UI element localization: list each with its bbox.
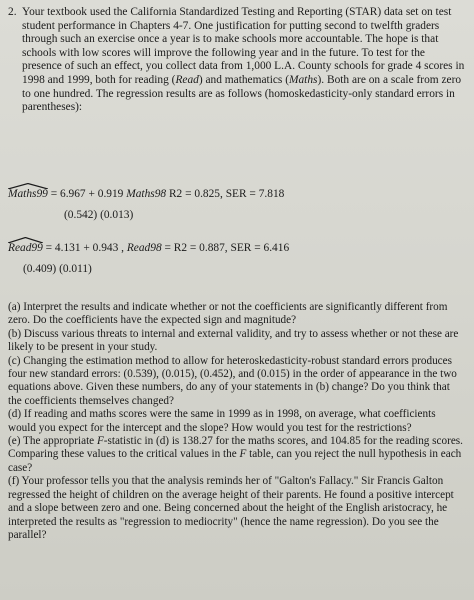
problem-text: Your textbook used the California Standardized Testing and Reporting (STAR) data set on test student performance in Chapters 4-7. One justification for putting second to twelfth graders through such an exercise once a year is to make schools more accountable. The hope is that schools with low scores will improve the following year and in the future. To test for the presence of such an effect, you collect data from 1,000 L.A. County schools for grade 4 scores in 1998 and 1999, both for reading (Read) and mathematics (Maths). Both are on a scale from zero to one hundred. The regression results are as follows (homoskedasticity-only standard errors in parentheses): (22, 6, 465, 114)
hat-icon (8, 237, 43, 243)
question-c: (c) Changing the estimation method to allow for heteroskedasticity-robust standard errors produces four new standard errors: (0.539), (0.015), (0.452), and (0.015) in the order of appearance in the two equations above. Given these numbers, do any of your statements in (b) change? Do you think that the coefficients themselves changed? (8, 354, 457, 407)
read-standard-errors: (0.409) (0.011) (23, 263, 92, 275)
maths-regression-equation: Maths99 = 6.967 + 0.919 Maths98 R2 = 0.825, SER = 7.818 (8, 188, 284, 200)
read-regression-equation: Read99 = 4.131 + 0.943 , Read98 = R2 = 0.887, SER = 6.416 (8, 242, 289, 254)
question-b: (b) Discuss various threats to internal and external validity, and try to assess whether or not these are likely to be present in your study. (8, 327, 459, 354)
problem-number: 2. (8, 6, 17, 18)
maths-standard-errors: (0.542) (0.013) (64, 209, 134, 221)
equation-lhs: Maths99 (8, 188, 48, 200)
problem-intro (8, 6, 466, 115)
question-d: (d) If reading and maths scores were the same in 1999 as in 1998, on average, what coefficients would you expect for the intercept and the slope? How would you test for the restrictions? (8, 408, 436, 434)
maths-variable: Maths (289, 73, 318, 86)
hat-icon (8, 183, 48, 189)
equation-regressor: Read98 (126, 242, 162, 254)
question-f: (f) Your professor tells you that the analysis reminds her of "Galton's Fallacy." Sir Francis Galton regressed the height of children on the average height of their parents. He found a positive intercept and a slope between zero and one. Being concerned about the height of the English aristocracy, he interpreted the results as "regression to mediocrity" (hence the name regression). Do you see the parallel? (8, 475, 454, 541)
equation-regressor: Maths98 (126, 188, 167, 200)
question-e: (e) The appropriate F-statistic in (d) is 138.27 for the maths scores, and 104.85 for the reading scores. Comparing these values to the critical values in the F table, can you reject the null hypothesis in each case? (8, 435, 463, 474)
read-variable: Read (175, 73, 199, 86)
question-a: (a) Interpret the results and indicate whether or not the coefficients are significantly different from zero. Do the coefficients have the expected sign and magnitude? (8, 301, 448, 327)
equation-lhs: Read99 (8, 242, 43, 254)
question-list (8, 301, 466, 542)
